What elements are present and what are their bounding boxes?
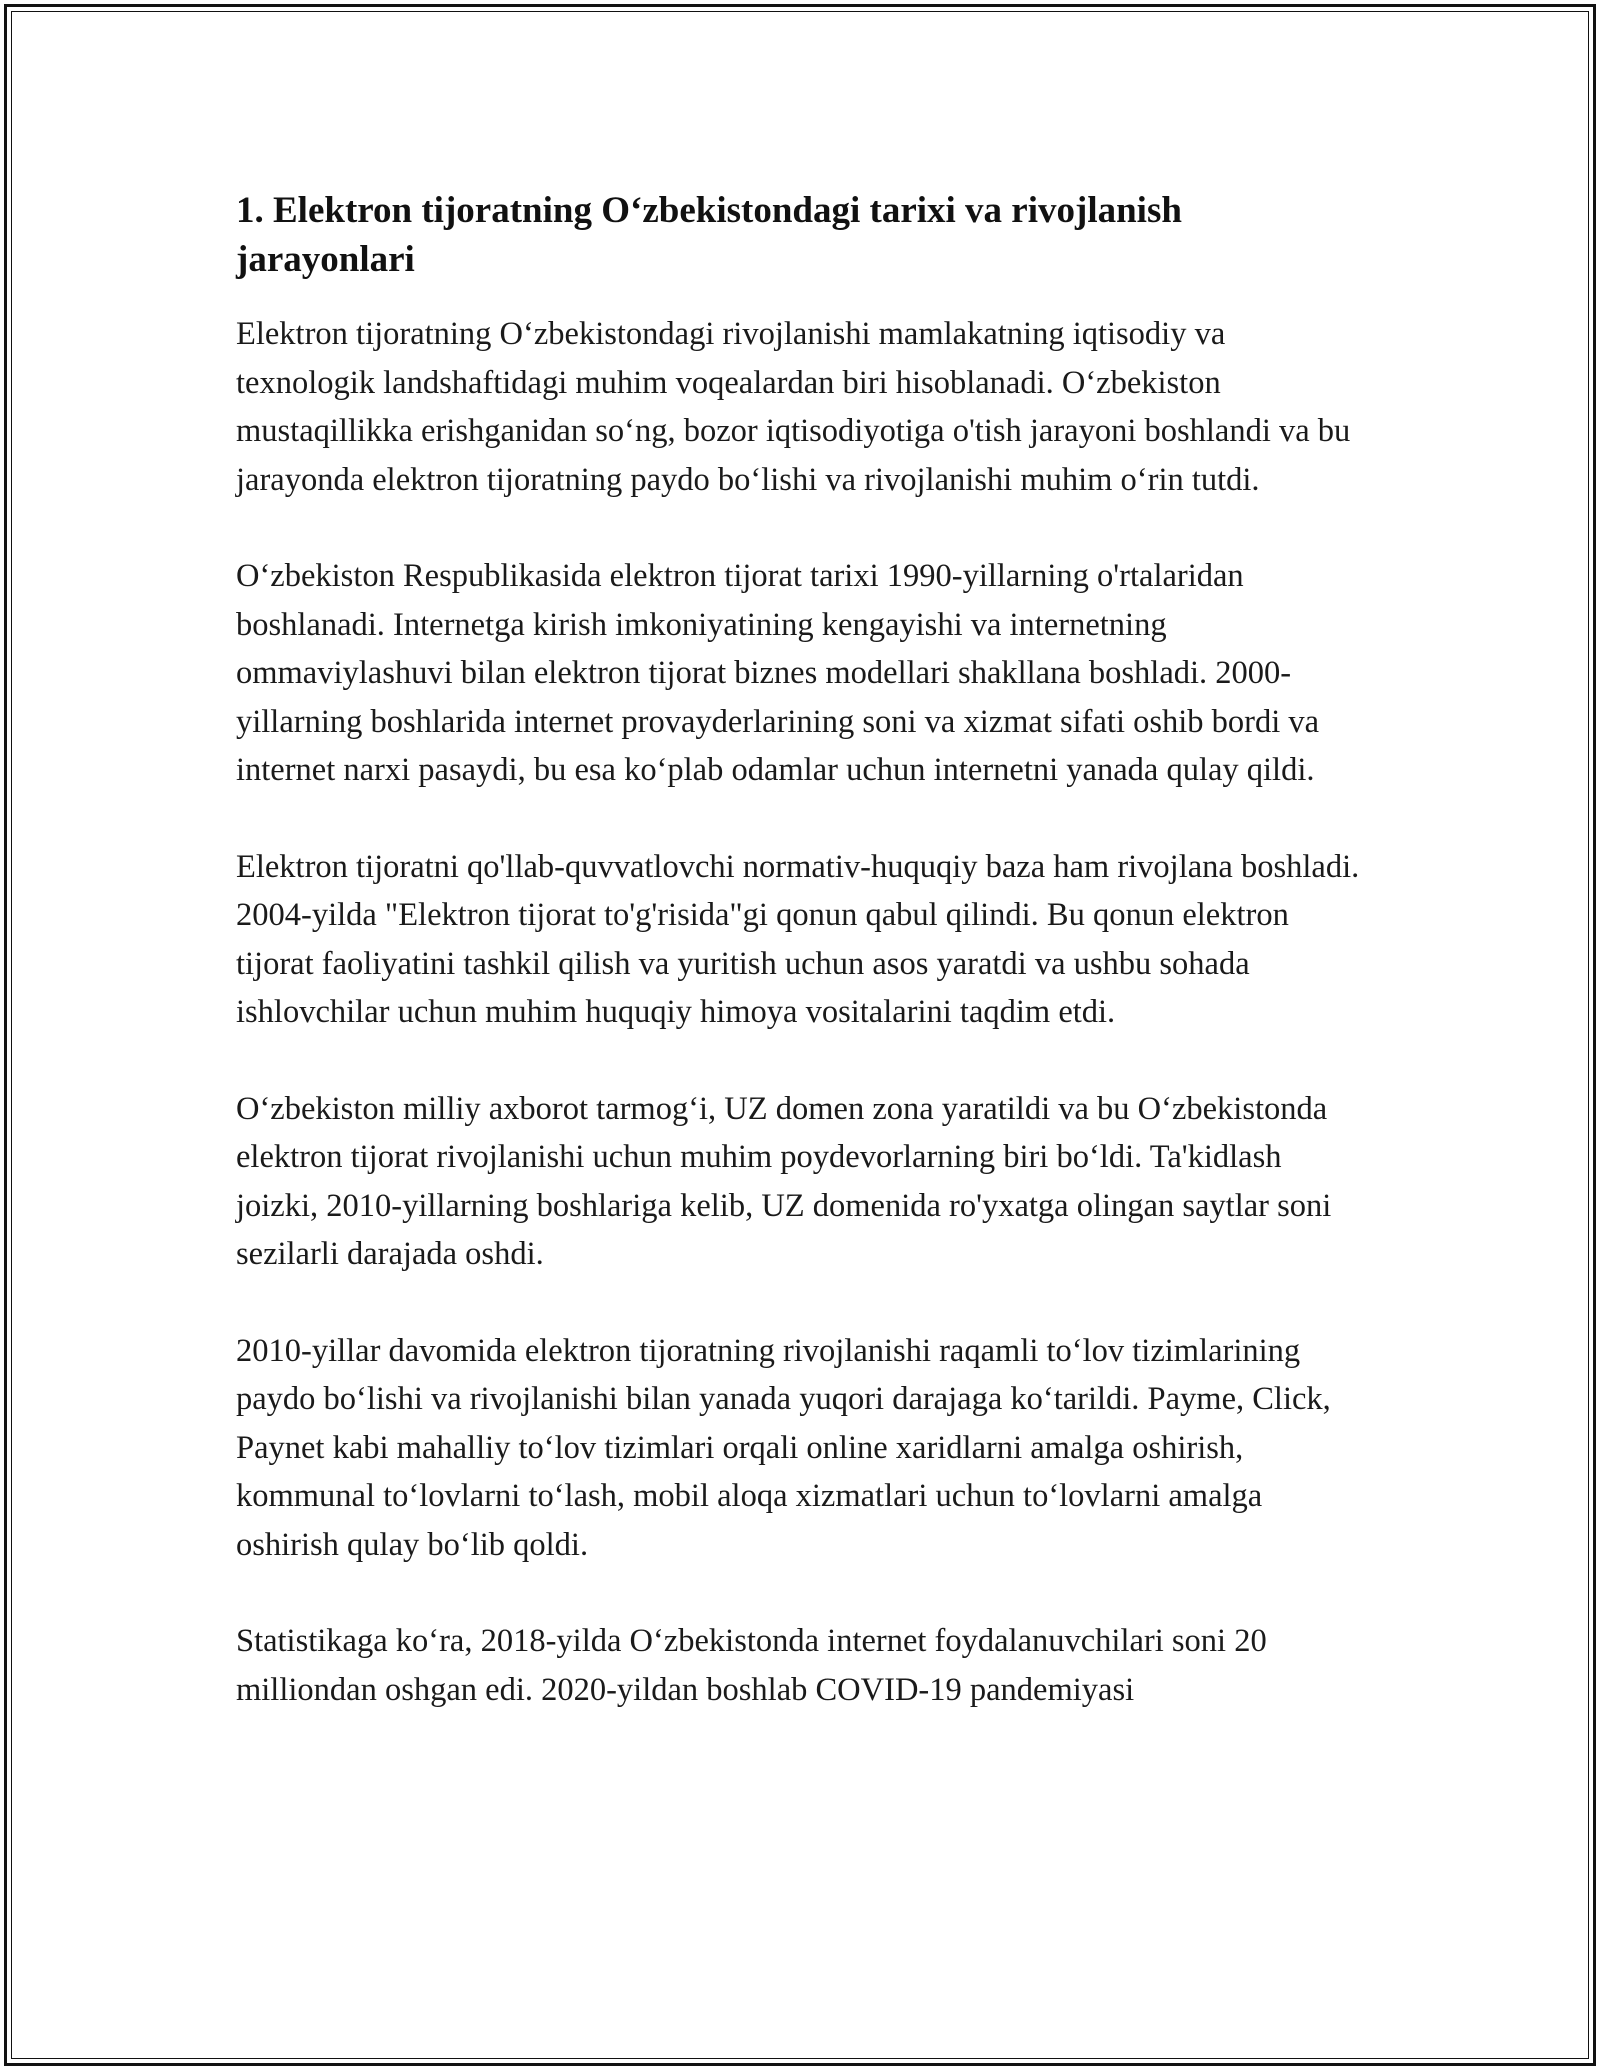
paragraph-6: Statistikaga koʻra, 2018-yilda Oʻzbekistonda internet foydalanuvchilari soni 20 milliondan oshgan edi. 2020-yildan boshlab COVID-19 pandemiyasi (236, 1623, 1267, 1708)
paragraph-1: Elektron tijoratning Oʻzbekistondagi rivojlanishi mamlakatning iqtisodiy va texnologik landshaftidagi muhim voqealardan biri hisoblanadi. Oʻzbekiston mustaqillikka erishganidan soʻng, bozor iqtisodiyotiga o'tish jarayoni boshlandi va bu jarayonda elektron tijoratning paydo boʻlishi va rivojlanishi muhim oʻrin tutdi. (236, 316, 1351, 498)
paragraph-5: 2010-yillar davomida elektron tijoratning rivojlanishi raqamli toʻlov tizimlarining paydo boʻlishi va rivojlanishi bilan yanada yuqori darajaga koʻtarildi. Payme, Click, Paynet kabi mahalliy toʻlov tizimlari orqali online xaridlarni amalga oshirish, kommunal toʻlovlarni toʻlash, mobil aloqa xizmatlari uchun toʻlovlarni amalga oshirish qulay boʻlib qoldi. (236, 1332, 1331, 1563)
paragraph-2: Oʻzbekiston Respublikasida elektron tijorat tarixi 1990-yillarning o'rtalaridan boshlanadi. Internetga kirish imkoniyatining kengayishi va internetning ommaviylashuvi bilan elektron tijorat biznes modellari shakllana boshladi. 2000-yillarning boshlarida internet provayderlarining soni va xizmat sifati oshib bordi va internet narxi pasaydi, bu esa koʻplab odamlar uchun internetni yanada qulay qildi. (236, 558, 1320, 788)
paragraph-4: Oʻzbekiston milliy axborot tarmogʻi, UZ domen zona yaratildi va bu Oʻzbekistonda elektron tijorat rivojlanishi uchun muhim poydevorlarning biri boʻldi. Ta'kidlash joizki, 2010-yillarning boshlariga kelib, UZ domenida ro'yxatga olingan saytlar soni sezilarli darajada oshdi. (236, 1090, 1332, 1272)
paragraph-3: Elektron tijoratni qo'llab-quvvatlovchi normativ-huquqiy baza ham rivojlana boshladi. 2004-yilda "Elektron tijorat to'g'risida"gi qonun qabul qilindi. Bu qonun elektron tijorat faoliyatini tashkil qilish va yuritish uchun asos yaratdi va ushbu sohada ishlovchilar uchun muhim huquqiy himoya vositalarini taqdim etdi. (236, 848, 1360, 1030)
section-title: 1. Elektron tijoratning Oʻzbekistondagi tarixi va rivojlanish jarayonlari (236, 190, 1182, 280)
document-body (236, 186, 1366, 1714)
